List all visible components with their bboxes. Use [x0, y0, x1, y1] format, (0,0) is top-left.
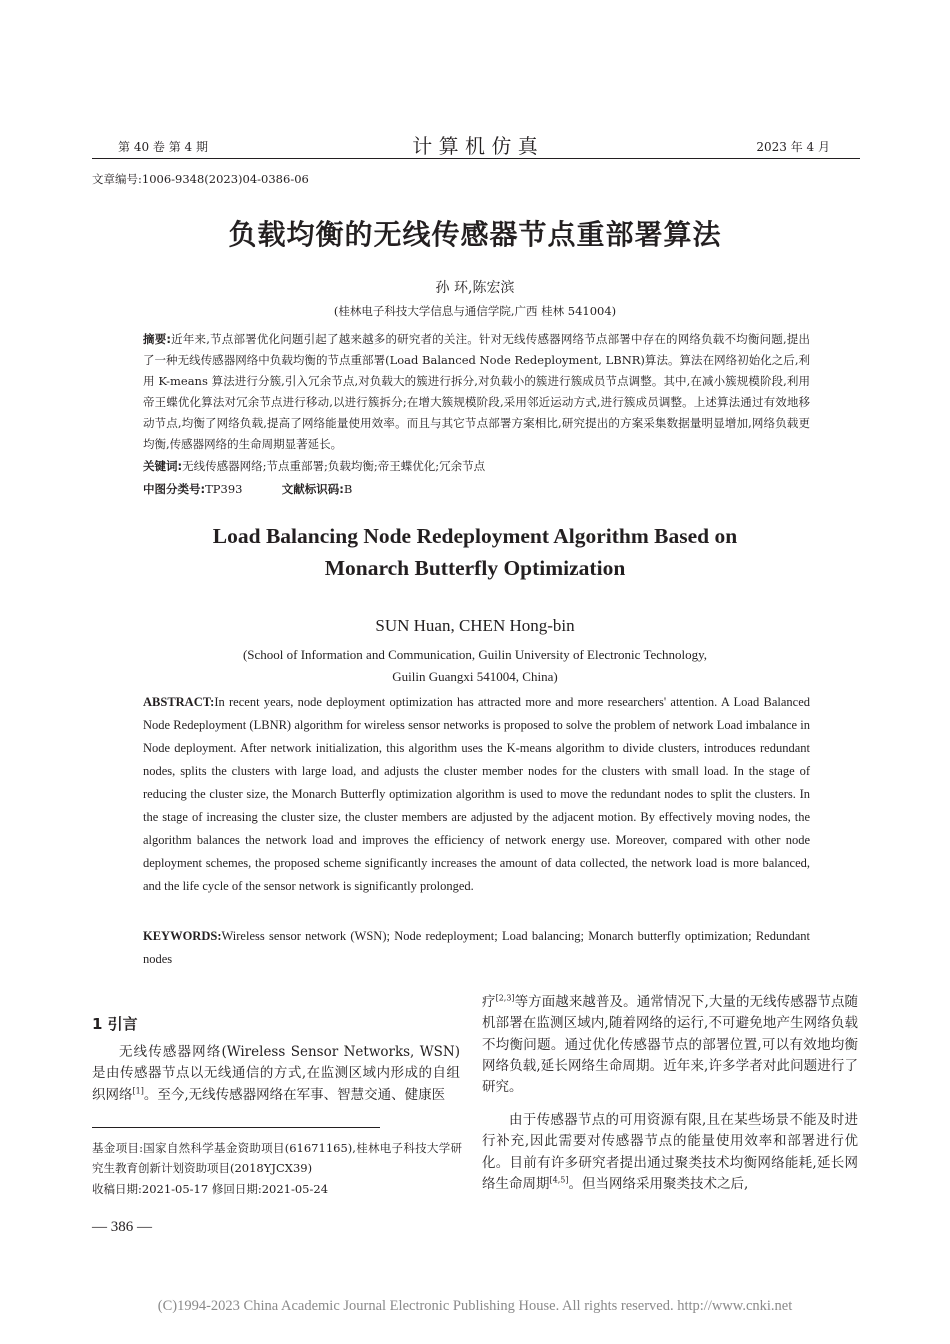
citation-4-5: [4,5] — [549, 1175, 569, 1185]
abstract-en-label: ABSTRACT: — [143, 695, 215, 709]
journal-name: 计 算 机 仿 真 — [412, 134, 538, 158]
journal-volume: 第 40 卷 第 4 期 — [118, 140, 208, 154]
affiliation-cn: (桂林电子科技大学信息与通信学院,广西 桂林 541004) — [333, 304, 617, 318]
doc-code-label: 文献标识码: — [281, 482, 344, 496]
keywords-cn-text: 无线传感器网络;节点重部署;负载均衡;帝王蝶优化;冗余节点 — [182, 459, 486, 473]
authors-cn: 孙 环,陈宏滨 — [435, 280, 515, 296]
abstract-cn-text: 近年来,节点部署优化问题引起了越来越多的研究者的关注。针对无线传感器网络节点部署中存在的网络负载不均衡问题,提出了一种无线传感器网络中负载均衡的节点重部署(Load Balanced Node Redeployment, LBNR)算法。算法在网络初始化之后,利用 K-means 算法进行分簇,引入冗余节点,对负载大的簇进行拆分,对负载小的簇进行簇成员节点调整。其中,在减小簇规模阶段,利用帝王蝶优化算法对冗余节点进行移动,以进行簇拆分;在增大簇规模阶段,采用邻近运动方式,进行簇成员调整。上述算法通过有效地移动节点,均衡了网络负载,提高了网络能量使用效率。而且与其它节点部署方案相比,研究提出的方案采集数据量明显增加,网络负载更均衡,传感器网络的生命周期显著延长。 — [143, 332, 810, 451]
abstract-cn — [143, 329, 810, 455]
clc-label: 中图分类号: — [143, 482, 206, 496]
title-cn: 负载均衡的无线传感器节点重部署算法 — [228, 218, 722, 251]
keywords-cn-label: 关键词: — [143, 459, 183, 473]
footnote-fund: 基金项目:国家自然科学基金资助项目(61671165),桂林电子科技大学研究生教育创新计划资助项目(2018YJCX39) — [92, 1141, 462, 1175]
authors-en: SUN Huan, CHEN Hong-bin — [375, 616, 575, 635]
section-heading: 1 引言 — [92, 1015, 138, 1033]
title-en-line-1: Load Balancing Node Redeployment Algorithm Based on — [212, 524, 738, 548]
citation-2-3: [2,3] — [495, 993, 515, 1003]
footnote-dates: 收稿日期:2021-05-17 修回日期:2021-05-24 — [92, 1182, 329, 1196]
intro-right-text-b: 等方面越来越普及。通常情况下,大量的无线传感器节点随机部署在监测区域内,随着网络的运行,不可避免地产生网络负载不均衡问题。通过优化传感器节点的部署位置,可以有效地均衡网络负载,延长网络生命周期。近年来,许多学者对此问题进行了研究。 — [482, 994, 859, 1096]
article-number: 文章编号:1006-9348(2023)04-0386-06 — [92, 172, 309, 186]
intro-right-paragraph-2 — [482, 1110, 858, 1195]
intro-left-text-b: 。至今,无线传感器网络在军事、智慧交通、健康医 — [143, 1086, 446, 1103]
keywords-cn — [143, 456, 810, 477]
copyright-notice: (C)1994-2023 China Academic Journal Electronic Publishing House. All rights reserved. http://www.cnki.net — [157, 1298, 793, 1314]
abstract-en — [143, 691, 810, 898]
title-en — [0, 520, 950, 584]
intro-left-paragraph — [92, 1042, 460, 1106]
doc-code-value: B — [343, 482, 353, 496]
keywords-en-label: KEYWORDS: — [143, 929, 222, 943]
journal-date: 2023 年 4 月 — [756, 140, 830, 154]
abstract-cn-label: 摘要: — [143, 332, 171, 346]
clc-value: TP393 — [205, 482, 243, 496]
page-number: — 386 — — [92, 1219, 152, 1235]
intro-right-text-d: 。但当网络采用聚类技术之后, — [568, 1175, 749, 1192]
keywords-en-text: Wireless sensor network (WSN); Node redeployment; Load balancing; Monarch butterfly optimization; Redundant nodes — [143, 929, 810, 966]
intro-right-text-a: 疗 — [482, 994, 496, 1010]
footnote-rule — [92, 1127, 380, 1128]
intro-right-text-c: 由于传感器节点的可用资源有限,且在某些场景不能及时进行补充,因此需要对传感器节点的能量使用效率和部署进行优化。目前有许多研究者提出通过聚类技术均衡网络能耗,延长网络生命周期 — [482, 1112, 858, 1192]
citation-1: [1] — [132, 1086, 144, 1096]
affiliation-en-line-1: (School of Information and Communication, Guilin University of Electronic Technology, — [242, 647, 708, 662]
keywords-en — [143, 925, 810, 971]
abstract-en-text: In recent years, node deployment optimization has attracted more and more researchers' attention. A Load Balanced Node Redeployment (LBNR) algorithm for wireless sensor networks is proposed to solve the problem of network Load imbalance in Node deployment. After network initialization, this algorithm uses the K-means algorithm to divide clusters, introduces redundant nodes, splits the clusters with large load, and adjusts the cluster member nodes for the clusters with small load. In the stage of reducing the cluster size, the Monarch Butterfly optimization algorithm is used to move the redundant nodes to split the clusters. In the stage of increasing the cluster size, the cluster members are adjusted by the adjacent motion. By effectively moving nodes, the algorithm balances the network load and improves the efficiency of network energy use. Moreover, compared with other node deployment schemes, the proposed scheme significantly increases the amount of data collected, the network load is more balanced, and the life cycle of the sensor network is significantly prolonged. — [143, 695, 810, 893]
affiliation-en-line-2: Guilin Guangxi 541004, China) — [392, 669, 558, 684]
affiliation-en — [0, 644, 950, 688]
intro-right-paragraph-1 — [482, 992, 858, 1098]
intro-left-text-a: 无线传感器网络(Wireless Sensor Networks, WSN)是由传感器节点以无线通信的方式,在监测区域内形成的自组织网络 — [92, 1044, 460, 1103]
title-en-line-2: Monarch Butterfly Optimization — [324, 556, 626, 580]
header-rule — [92, 158, 860, 159]
classification — [143, 479, 810, 500]
